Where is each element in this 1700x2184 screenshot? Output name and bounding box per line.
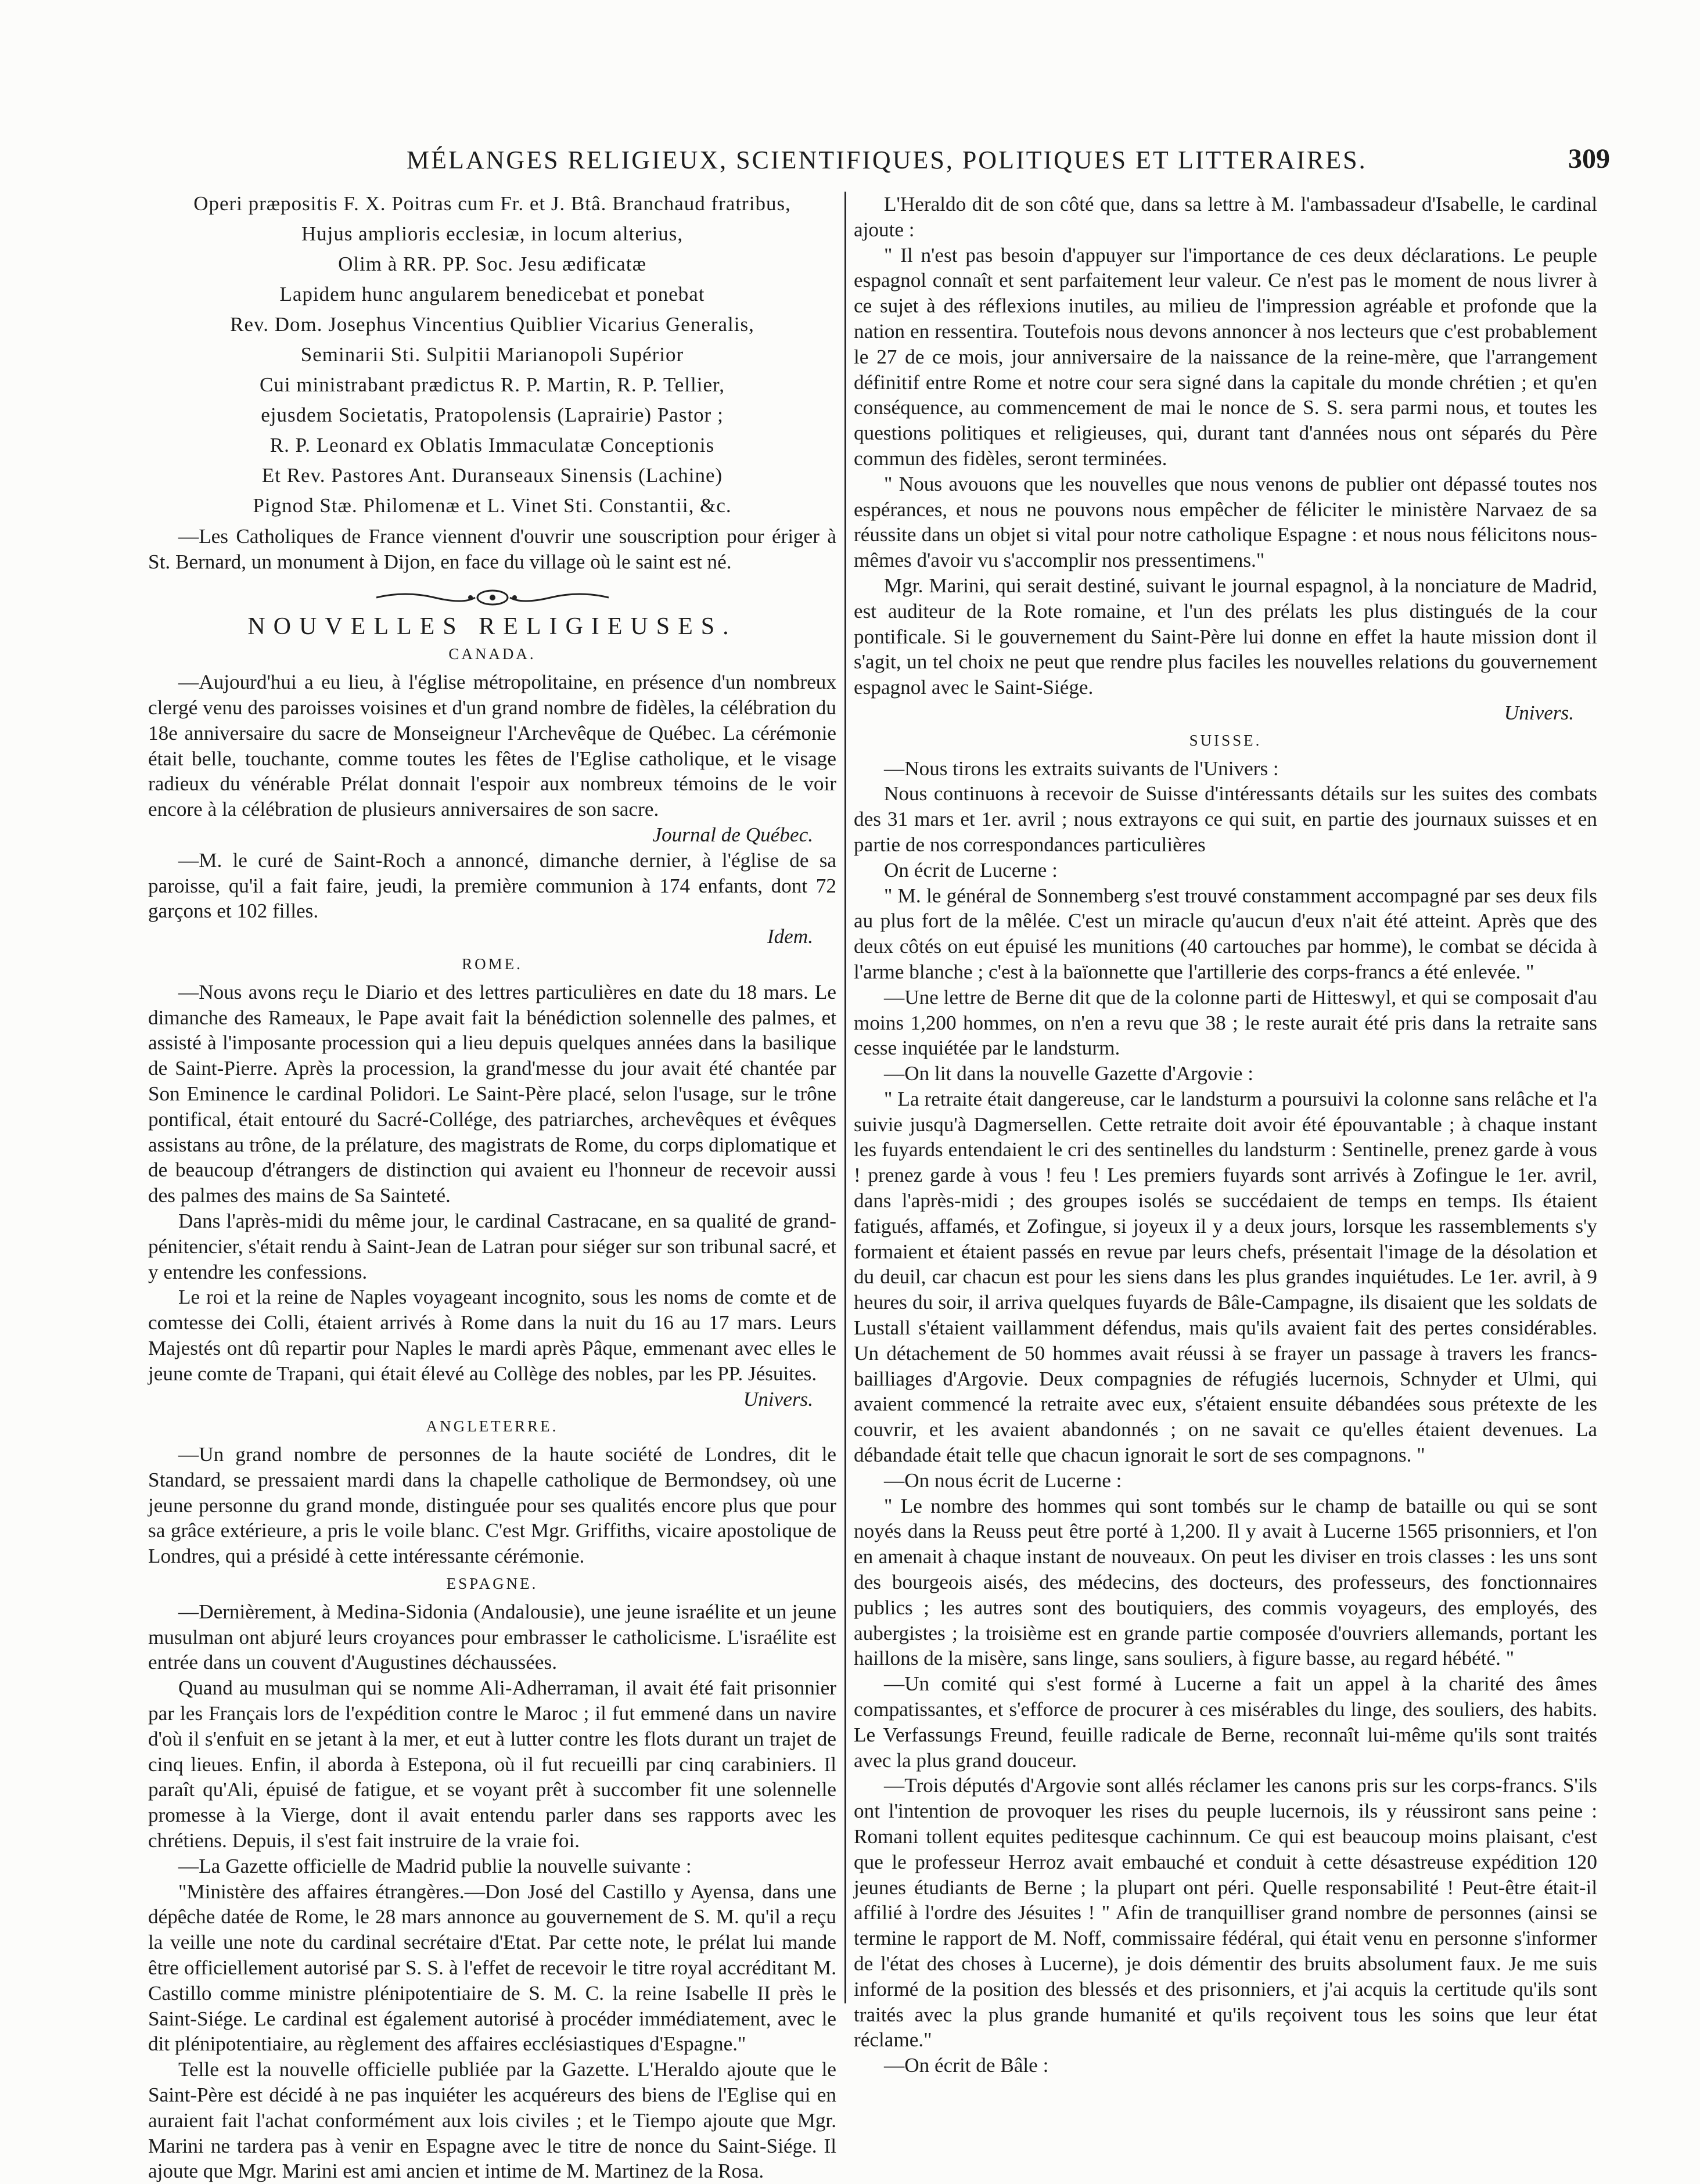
paragraph: —La Gazette officielle de Madrid publie la nouvelle suivante :: [178, 1854, 692, 1877]
paragraph: " Il n'est pas besoin d'appuyer sur l'importance de ces deux déclarations. Le peuple espagnol connaît et sent parfaitement leur valeur. Ce n'est pas le moment de nous livrer à ce sujet à des réflexions inutiles, au milieu de l'impression agréable et profonde que la nation en ressentira. Toutefois nous devons annoncer à nos lecteurs que c'est probablement le 27 de ce mois, jour anniversaire de la naissance de la reine-mère, que l'arrangement définitif entre Rome et notre cour sera signé dans la capitale du monde chrétien ; et qu'en conséquence, au commencement de mai le nonce de S. S. sera parmi nous, et toutes les questions politiques et religieuses, qui, durant tant d'années nous ont séparés du Père commun des fidèles, seront terminées.: [854, 243, 1597, 470]
rubric-rome: ROME.: [462, 955, 523, 973]
page-number: 309: [1568, 143, 1610, 174]
paragraph: " M. le général de Sonnemberg s'est trouvé constamment accompagné par ses deux fils au plus fort de la mêlée. C'est un miracle qu'aucun d'eux n'ait été atteint. Après que des deux côtés on eut épuisé les munitions (40 cartouches par homme), le combat se décida à l'arme blanche ; c'est à la baïonnette que l'artillerie des corps-francs a été enlevée. ": [854, 884, 1597, 983]
ornament-icon: [371, 589, 614, 606]
paragraph: " La retraite était dangereuse, car le landsturm a poursuivi la colonne sans relâche et l'a suivie jusqu'à Dagmersellen. Cette retraite doit avoir été épouvantable ; à chaque instant les fuyards entendaient le cri des sentinelles du landsturm : Sentinelle, prenez garde à vous ! prenez garde à vous ! feu ! Les premiers fuyards sont arrivés à Zofingue le 1er. avril, dans l'après-midi ; des groupes isolés se succédaient de temps en temps. Ils étaient fatigués, affamés, et Zofingue, si joyeux il y a deux jours, lorsque les rassemblements s'y formaient et étaient passés en revue par leurs chefs, présentait l'image de la désolation et du deuil, car chacun est pour les siens dans les plus grandes inquiétudes. Le 1er. avril, à 9 heures du soir, il arriva quelques fuyards de Bâle-Campagne, ils disaient que les soldats de Lustall s'étaient vaillamment défendus, mais qu'ils avaient fait des pertes considérables. Un détachement de 50 hommes avait réussi à se frayer un passage à travers les francs-bailliages d'Argovie. Deux compagnies de réfugiés lucernois, Schnyder et Ulmi, qui avaient commencé la retraite avec eux, s'étaient ensuite débandées sous prétexte de les couvrir, et les avaient abandonnés ; on ne savait ce qu'elles étaient devenues. La débandade était telle que chacun ignorait le sort de ses compagnons. ": [854, 1087, 1597, 1467]
inscription-line: Lapidem hunc angularem benedicebat et ponebat: [279, 283, 705, 305]
inscription-line: R. P. Leonard ex Oblatis Immaculatæ Conceptionis: [269, 434, 715, 456]
source-credit: Idem.: [767, 925, 813, 948]
right-column: [854, 192, 1597, 2077]
paragraph: Quand au musulman qui se nomme Ali-Adherraman, il avait été fait prisonnier par les Français lors de l'expédition contre le Maroc ; il fut emmené dans un navire d'où il s'enfuit en se jetant à la mer, et eut à lutter contre les flots durant un trajet de cinq lieues. Enfin, il aborda à Estepona, où il fut recueilli par cinq carabiniers. Il paraît qu'Ali, épuisé de fatigue, et se voyant prêt à succomber fit une solennelle promesse à la Vierge, dont il avait entendu parler dans ses rapports avec les chrétiens. Depuis, il s'est fait instruire de la vraie foi.: [148, 1676, 836, 1852]
inscription-line: Pignod Stæ. Philomenæ et L. Vinet Sti. Constantii, &c.: [253, 494, 732, 517]
source-credit: Journal de Québec.: [652, 823, 813, 846]
paragraph: " Le nombre des hommes qui sont tombés sur le champ de bataille ou qui se sont noyés dans la Reuss peut être porté à 1,200. Il y avait à Lucerne 1565 prisonniers, et l'on en amenait à chaque instant de nouveaux. On peut les diviser en trois classes : les uns sont des bourgeois aisés, des médecins, des docteurs, des professeurs, des fonctionnaires publics ; les autres sont des boutiquiers, des commis voyageurs, des employés, des aubergistes ; la troisième est en grande partie composée d'ouvriers allemands, portant les haillons de la misère, sans linge, sans souliers, à figure basse, au regard hébété. ": [854, 1494, 1597, 1670]
inscription-line: Cui ministrabant prædictus R. P. Martin, R. P. Tellier,: [259, 373, 725, 396]
paragraph: —Dernièrement, à Medina-Sidonia (Andalousie), une jeune israélite et un jeune musulman ont abjuré leurs croyances pour embrasser le catholicisme. L'israélite est entrée dans un couvent d'Augustines déchaussées.: [148, 1600, 836, 1674]
paragraph: Dans l'après-midi du même jour, le cardinal Castracane, en sa qualité de grand-pénitencier, s'était rendu à Saint-Jean de Latran pour siéger sur son tribunal sacré, et y entendre les confessions.: [148, 1209, 836, 1283]
inscription-line: Olim à RR. PP. Soc. Jesu ædificatæ: [338, 253, 646, 275]
paragraph: —Une lettre de Berne dit que de la colonne parti de Hitteswyl, et qui se composait d'au moins 1,200 hommes, on n'en a revu que 38 ; le reste aurait été pris dans la retraite sans cesse inquiétée par le landsturm.: [854, 985, 1597, 1060]
paragraph: —Un grand nombre de personnes de la haute société de Londres, dit le Standard, se pressaient mardi dans la chapelle catholique de Bermondsey, où une jeune personne du grand monde, distinguée pour ses qualités encore plus que pour sa grâce extérieure, a pris le voile blanc. C'est Mgr. Griffiths, vicaire apostolique de Londres, qui a présidé à cette intéressante cérémonie.: [148, 1443, 836, 1568]
source-credit: Univers.: [743, 1387, 813, 1411]
rubric-canada: CANADA.: [448, 645, 536, 663]
inscription-line: Hujus amplioris ecclesiæ, in locum alterius,: [301, 222, 684, 245]
paragraph: Mgr. Marini, qui serait destiné, suivant le journal espagnol, à la nonciature de Madrid, est auditeur de la Rote romaine, et l'un des prélats les plus distingués de la cour pontificale. Si le gouvernement du Saint-Père lui donne en effet la haute mission dont il s'agit, un tel choix ne peut que rendre plus faciles les nouvelles relations du gouvernement espagnol avec le Saint-Siége.: [854, 574, 1597, 699]
paragraph: —On écrit de Bâle :: [884, 2054, 1049, 2077]
paragraph: —Les Catholiques de France viennent d'ouvrir une souscription pour ériger à St. Bernard, un monument à Dijon, en face du village où le saint est né.: [148, 525, 836, 573]
inscription-line: Rev. Dom. Josephus Vincentius Quiblier Vicarius Generalis,: [230, 313, 754, 336]
paragraph: —Trois députés d'Argovie sont allés réclamer les canons pris sur les corps-francs. S'ils ont l'intention de provoquer les rises du peuple lucernois, ils y réussiront sans peine : Romani tollent equites peditesque cachinnum. Ce qui est beaucoup moins plaisant, c'est que le professeur Herroz avait embauché et conduit à cette désastreuse expédition 120 jeunes étudiants de Berne ; la plupart ont péri. Quelle responsabilité ! Peut-être était-il affilié à l'ordre des Jésuites ! " Afin de tranquilliser grand nombre de personnes (ainsi se termine le rapport de M. Noff, commissaire fédéral, qui était venu en personne s'informer de l'état des choses à Lucerne), je dois démentir des bruits absolument faux. Je me suis informé de la position des blessés et des prisonniers, et j'ai acquis la certitude qu'ils sont traités avec la plus grande humanité et qu'ils reçoivent tous les soins que leur état réclame.": [854, 1774, 1597, 2052]
latin-inscription: [148, 192, 836, 518]
paragraph: Telle est la nouvelle officielle publiée par la Gazette. L'Heraldo ajoute que le Saint-Père est décidé à ne pas inquiéter les acquéreurs des biens de l'Eglise qui en auraient fait l'achat conformément aux lois civiles ; et le Tiempo ajoute que Mgr. Marini ne tardera pas à venir en Espagne avec le titre de nonce du Saint-Siége. Il ajoute que Mgr. Marini est ami ancien et intime de M. Martinez de la Rosa.: [148, 2058, 836, 2183]
ornament-divider: [148, 589, 836, 606]
paragraph: " Nous avouons que les nouvelles que nous venons de publier ont dépassé toutes nos espérances, et nous ne pouvons nous empêcher de féliciter le ministère Narvaez de sa réussite dans un objet si vital pour notre catholique Espagne : et nous nous félicitons nous-mêmes d'avoir vu s'accomplir nos pressentimens.": [854, 472, 1597, 572]
paragraph: —Nous tirons les extraits suivants de l'Univers :: [884, 757, 1279, 780]
rubric-suisse: SUISSE.: [1189, 731, 1262, 749]
left-column: [148, 192, 836, 2183]
paragraph: Nous continuons à recevoir de Suisse d'intéressants détails sur les suites des combats des 31 mars et 1er. avril ; nous extrayons ce qui suit, en partie des journaux suisses et en partie de nos correspondances particulières: [854, 782, 1597, 856]
column-rule: [844, 192, 846, 2003]
paragraph: L'Heraldo dit de son côté que, dans sa lettre à M. l'ambassadeur d'Isabelle, le cardinal ajoute :: [854, 193, 1597, 241]
paragraph: —On lit dans la nouvelle Gazette d'Argovie :: [884, 1062, 1253, 1085]
inscription-line: Seminarii Sti. Sulpitii Marianopoli Supérior: [300, 343, 684, 366]
rubric-angleterre: ANGLETERRE.: [426, 1417, 559, 1435]
paragraph: —Nous avons reçu le Diario et des lettres particulières en date du 18 mars. Le dimanche des Rameaux, le Pape avait fait la bénédiction solennelle des palmes, et assisté à l'imposante procession qui a lieu depuis quelques années dans la basilique de Saint-Pierre. Après la procession, la grand'messe du jour avait été chantée par Son Eminence le cardinal Polidori. Le Saint-Père placé, selon l'usage, sur le trône pontifical, était entouré du Sacré-Collége, des patriarches, archevêques et évêques assistans au trône, de la prélature, des magistrats de Rome, du corps diplomatique et de beaucoup d'étrangers de distinction qui avaient eu l'honneur de recevoir aussi des palmes des mains de Sa Sainteté.: [148, 980, 836, 1207]
inscription-line: Et Rev. Pastores Ant. Duranseaux Sinensis (Lachine): [261, 464, 723, 487]
paragraph: "Ministère des affaires étrangères.—Don José del Castillo y Ayensa, dans une dépêche datée de Rome, le 28 mars annonce au gouvernement de S. M. qu'il a reçu la veille une note du cardinal secrétaire d'Etat. Par cette note, le prélat lui mande être officiellement autorisé par S. S. à l'effet de recevoir le titre royal accréditant M. Castillo comme ministre plénipotentiaire de S. M. C. la reine Isabelle II près le Saint-Siége. Le cardinal est également autorisé à procéder immédiatement, avec le dit plénipotentiaire, au règlement des affaires ecclésiastiques d'Espagne.": [148, 1880, 836, 2056]
paragraph: —Un comité qui s'est formé à Lucerne a fait un appel à la charité des âmes compatissantes, et s'efforce de procurer à ces misérables du linge, des souliers, des habits. Le Verfassungs Freund, feuille radicale de Berne, reconnaît lui-même qu'ils sont traités avec la plus grand douceur.: [854, 1672, 1597, 1772]
paragraph: —On nous écrit de Lucerne :: [884, 1469, 1122, 1492]
rubric-espagne: ESPAGNE.: [446, 1575, 538, 1593]
paragraph: —M. le curé de Saint-Roch a annoncé, dimanche dernier, à l'église de sa paroisse, qu'il a fait faire, jeudi, la première communion à 174 enfants, dont 72 garçons et 102 filles.: [148, 848, 836, 923]
running-head: MÉLANGES RELIGIEUX, SCIENTIFIQUES, POLITIQUES ET LITTERAIRES.: [407, 146, 1367, 174]
paragraph: Le roi et la reine de Naples voyageant incognito, sous les noms de comte et de comtesse dei Colli, étaient arrivés à Rome dans la nuit du 16 au 17 mars. Leurs Majestés ont dû repartir pour Naples le mardi après Pâque, emmenant avec elles le jeune comte de Trapani, qui était élevé au Collège des nobles, par les PP. Jésuites.: [148, 1286, 836, 1385]
section-title: NOUVELLES RELIGIEUSES.: [247, 613, 737, 640]
source-credit: Univers.: [1504, 701, 1574, 724]
paragraph: On écrit de Lucerne :: [884, 858, 1058, 881]
paragraph: —Aujourd'hui a eu lieu, à l'église métropolitaine, en présence d'un nombreux clergé venu des paroisses voisines et d'un grand nombre de fidèles, la célébration du 18e anniversaire du sacre de Monseigneur l'Archevêque de Québec. La cérémonie était belle, touchante, comme toutes les fêtes de l'Eglise catholique, et le visage radieux du vénérable Prélat donnait l'espoir aux nombreux témoins de le voir encore à la célébration de plusieurs anniversaires de son sacre.: [148, 671, 836, 821]
inscription-line: ejusdem Societatis, Pratopolensis (Laprairie) Pastor ;: [261, 404, 724, 426]
inscription-line: Operi præpositis F. X. Poitras cum Fr. et J. Btâ. Branchaud fratribus,: [193, 192, 791, 215]
